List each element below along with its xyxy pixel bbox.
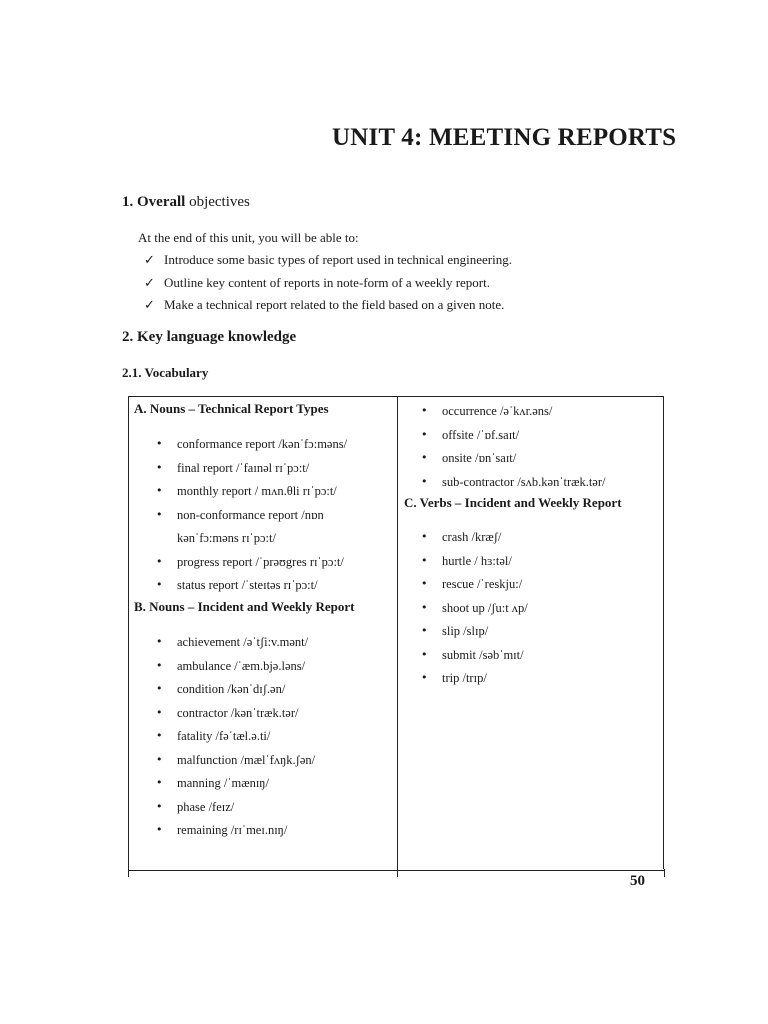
- objective-item: ✓ Introduce some basic types of report used in technical engineering.: [144, 250, 512, 273]
- list-item: • shoot up /ʃu:t ʌp/: [421, 599, 528, 623]
- list-item: • trip /trɪp/: [421, 669, 528, 693]
- nouns-incident-list: [156, 633, 315, 845]
- list-item: • hurtle / hɜ:təl/: [421, 552, 528, 576]
- list-item: • ambulance /ˈæm.bjə.ləns/: [156, 657, 315, 681]
- list-item: • crash /kræʃ/: [421, 528, 528, 552]
- section-heading-overall-objectives: [122, 194, 250, 211]
- list-item: • offsite /ˈɒf.saɪt/: [421, 426, 606, 450]
- objectives-list: [144, 250, 512, 318]
- page-title: UNIT 4: MEETING REPORTS: [332, 124, 677, 151]
- list-item: • submit /səbˈmɪt/: [421, 646, 528, 670]
- border-tick: [664, 869, 665, 877]
- subsection-heading-vocabulary: 2.1. Vocabulary: [122, 365, 209, 380]
- list-item: • sub-contractor /sʌb.kənˈtræk.tər/: [421, 473, 606, 497]
- section-number-bold: 1. Overall: [122, 194, 186, 210]
- nouns-incident-list-continued: [421, 402, 606, 496]
- list-item: • condition /kənˈdɪʃ.ən/: [156, 680, 315, 704]
- nouns-report-types-heading: A. Nouns – Technical Report Types: [134, 401, 329, 416]
- list-item: • onsite /ɒnˈsaɪt/: [421, 449, 606, 473]
- border-tick: [397, 869, 398, 877]
- nouns-incident-heading: B. Nouns – Incident and Weekly Report: [134, 599, 355, 614]
- list-item: • phase /feɪz/: [156, 798, 315, 822]
- list-item: • progress report /ˈprəʊgres rɪˈpɔ:t/: [156, 553, 347, 577]
- checkmark-icon: ✓: [144, 298, 155, 313]
- checkmark-icon: ✓: [144, 275, 155, 291]
- page-number: 50: [630, 873, 645, 889]
- list-item: • occurrence /əˈkʌr.əns/: [421, 402, 606, 426]
- list-item: • achievement /əˈtʃi:v.mənt/: [156, 633, 315, 657]
- list-item: • rescue /ˈreskju:/: [421, 575, 528, 599]
- list-item: • monthly report / mʌn.θli rɪˈpɔ:t/: [156, 482, 347, 506]
- objective-item: ✓ Make a technical report related to the field based on a given note.: [144, 295, 512, 318]
- list-item: • status report /ˈsteɪtəs rɪˈpɔ:t/: [156, 576, 347, 600]
- objective-item: ✓ Outline key content of reports in note-form of a weekly report.: [144, 273, 512, 296]
- list-item: • slip /slɪp/: [421, 622, 528, 646]
- column-divider: [397, 397, 398, 869]
- section-heading-rest: objectives: [185, 194, 250, 210]
- list-item: • conformance report /kənˈfɔ:məns/: [156, 435, 347, 459]
- verbs-incident-heading: C. Verbs – Incident and Weekly Report: [404, 495, 622, 510]
- list-item: • non-conformance report /nɒn: [156, 506, 347, 530]
- objectives-intro: At the end of this unit, you will be able to:: [138, 230, 359, 245]
- list-item: • remaining /rɪˈmeɪ.nɪŋ/: [156, 821, 315, 845]
- list-item: • fatality /fəˈtæl.ə.ti/: [156, 727, 315, 751]
- list-item-continuation: kənˈfɔ:məns rɪˈpɔ:t/: [177, 531, 276, 545]
- table-bottom-border: [128, 870, 665, 871]
- list-item: • malfunction /mælˈfʌŋk.ʃən/: [156, 751, 315, 775]
- verbs-incident-list: [421, 528, 528, 693]
- checkmark-icon: ✓: [144, 253, 155, 268]
- list-item: • final report /ˈfaɪnəl rɪˈpɔ:t/: [156, 459, 347, 483]
- border-tick: [128, 869, 129, 877]
- list-item: • contractor /kənˈtræk.tər/: [156, 704, 315, 728]
- nouns-report-types-list: [156, 435, 347, 600]
- list-item: • manning /ˈmænɪŋ/: [156, 774, 315, 798]
- vocabulary-table: [128, 396, 664, 869]
- section-heading-key-language: 2. Key language knowledge: [122, 329, 297, 345]
